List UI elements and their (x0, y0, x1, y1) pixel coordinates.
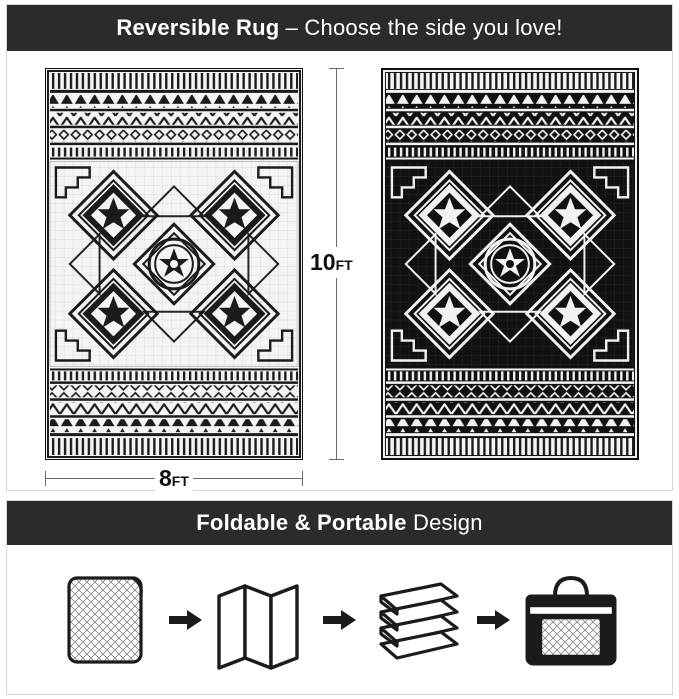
flow-arrow-3 (475, 609, 513, 631)
banner-bottom-normal: Design (406, 510, 483, 535)
flow-step-1 (57, 561, 161, 679)
height-cap-bottom (329, 459, 344, 460)
banner-bottom-title (196, 510, 482, 536)
flow-step-2 (211, 561, 315, 679)
foldable-portable-banner (7, 501, 672, 545)
banner-title-normal: Choose the side you love! (304, 15, 563, 40)
reversible-rug-panel (6, 4, 673, 491)
banner-title-bold: Reversible Rug (116, 15, 280, 40)
arrow-right-icon (323, 609, 357, 631)
arrow-right-icon (477, 609, 511, 631)
reversible-rug-banner (7, 5, 672, 51)
width-cap-right (302, 471, 303, 486)
width-cap-left (45, 471, 46, 486)
arrow-right-icon (169, 609, 203, 631)
height-value: 10 (310, 249, 336, 275)
rolled-rug-icon (63, 566, 155, 674)
banner-title (116, 15, 562, 41)
flow-arrow-1 (167, 609, 205, 631)
stacked-folds-icon (365, 566, 469, 674)
height-label (309, 247, 354, 278)
foldable-portable-panel (6, 500, 673, 695)
width-label (155, 464, 193, 493)
banner-title-dash: – (279, 15, 305, 40)
light-side-rug (45, 68, 303, 460)
width-unit: FT (171, 473, 189, 489)
height-unit: FT (335, 257, 353, 273)
dark-side-rug (381, 68, 639, 460)
banner-bottom-bold: Foldable & Portable (196, 510, 407, 535)
width-value: 8 (159, 465, 172, 491)
flow-step-3 (365, 561, 469, 679)
carry-bag-icon (521, 566, 621, 674)
fold-steps-flow (7, 545, 672, 694)
folded-panels-icon (211, 566, 315, 674)
height-cap-top (329, 68, 344, 69)
flow-step-4 (519, 561, 623, 679)
flow-arrow-2 (321, 609, 359, 631)
